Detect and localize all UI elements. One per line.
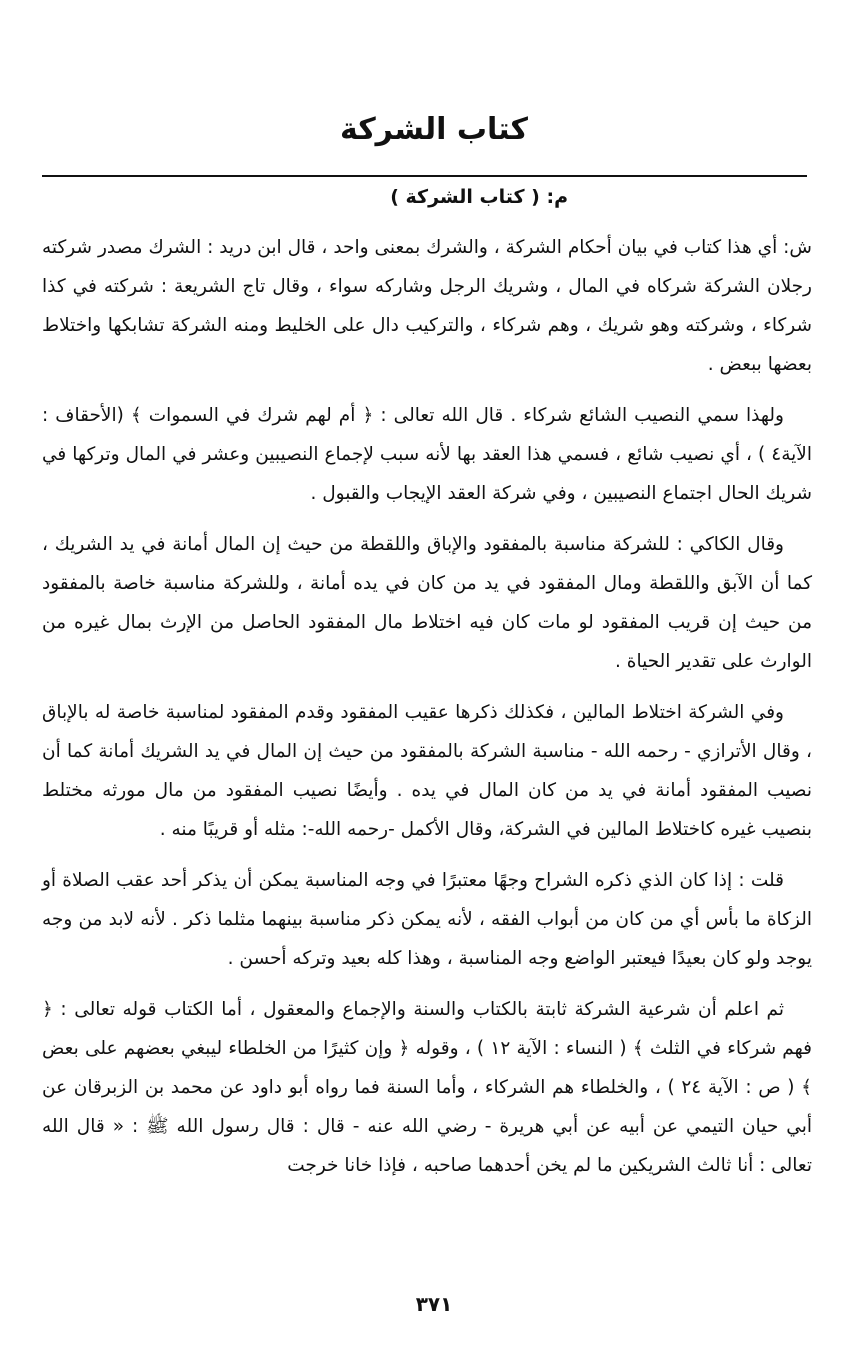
paragraph: ثم اعلم أن شرعية الشركة ثابتة بالكتاب والسنة والإجماع والمعقول ، أما الكتاب قوله تعالى : ﴿ فهم شركاء في الثلث ﴾ ( النساء : الآية ١٢ ) ، وقوله ﴿ وإن كثيرًا من الخلطاء ليبغي بعضهم على بعض ﴾ ( ص : الآية ٢٤ ) ، والخلطاء هم الشركاء ، وأما السنة فما رواه أبو داود عن محمد بن الزبرقان عن أبي حيان التيمي عن أبيه عن أبي هريرة - رضي الله عنه - قال : قال رسول الله ﷺ : « قال الله تعالى : أنا ثالث الشريكين ما لم يخن أحدهما صاحبه ، فإذا خانا خرجت [42, 999, 812, 1176]
title-divider [42, 175, 807, 177]
paragraph: وقال الكاكي : للشركة مناسبة بالمفقود والإباق واللقطة من حيث إن المال أمانة في يد الشريك ، كما أن الآبق واللقطة ومال المفقود في يد من كان في يده أمانة ، وللشركة مناسبة خاصة بالمفقود من حيث إن قريب المفقود لو مات كان فيه اختلاط مال المفقود الحاصل من الإرث بمال غيره من الوارث على تقدير الحياة . [42, 534, 812, 672]
body-text [42, 228, 812, 1197]
paragraph: قلت : إذا كان الذي ذكره الشراح وجهًا معتبرًا في وجه المناسبة يمكن أن يذكر أحد عقب الصلاة أو الزكاة ما بأس أي من كان من أبواب الفقه ، لأنه يمكن ذكر مناسبة بينهما مثلما ذكر . لأنه لابد من وجه يوجد ولو كان بعيدًا فيعتبر الواضع وجه المناسبة ، وهذا كله بعيد وتركه أحسن . [42, 870, 812, 969]
paragraph: ش: أي هذا كتاب في بيان أحكام الشركة ، والشرك بمعنى واحد ، قال ابن دريد : الشرك مصدر شركته رجلان الشركة شركاه في المال ، وشريك الرجل وشاركه سواء ، وقال تاج الشريعة : شركته في كذا شركاء ، وشركته وهو شريك ، وهم شركاء ، والتركيب دال على الخليط ومنه الشركة تشابكها واختلاط بعضها ببعض . [42, 237, 812, 375]
chapter-title: كتاب الشركة [340, 112, 528, 147]
section-subheading: م: ( كتاب الشركة ) [390, 186, 568, 208]
paragraph: وفي الشركة اختلاط المالين ، فكذلك ذكرها عقيب المفقود وقدم المفقود لمناسبة خاصة له بالإباق ، وقال الأترازي - رحمه الله - مناسبة الشركة بالمفقود من حيث إن المال في يد الشريك أمانة كما أن نصيب المفقود أمانة في يد من كان المال في يده . وأيضًا نصيب المفقود من مال مورثه مختلط بنصيب غيره كاختلاط المالين في الشركة، وقال الأكمل -رحمه الله-: مثله أو قريبًا منه . [42, 702, 812, 840]
paragraph: ولهذا سمي النصيب الشائع شركاء . قال الله تعالى : ﴿ أم لهم شرك في السموات ﴾ (الأحقاف : الآية٤ ) ، أي نصيب شائع ، فسمي هذا العقد بها لأنه سبب لإجماع النصيبين وعشر في المال وتركها في شريك الحال اجتماع النصيبين ، وفي شركة العقد الإيجاب والقبول . [42, 405, 812, 504]
page-number: ٣٧١ [415, 1292, 453, 1316]
